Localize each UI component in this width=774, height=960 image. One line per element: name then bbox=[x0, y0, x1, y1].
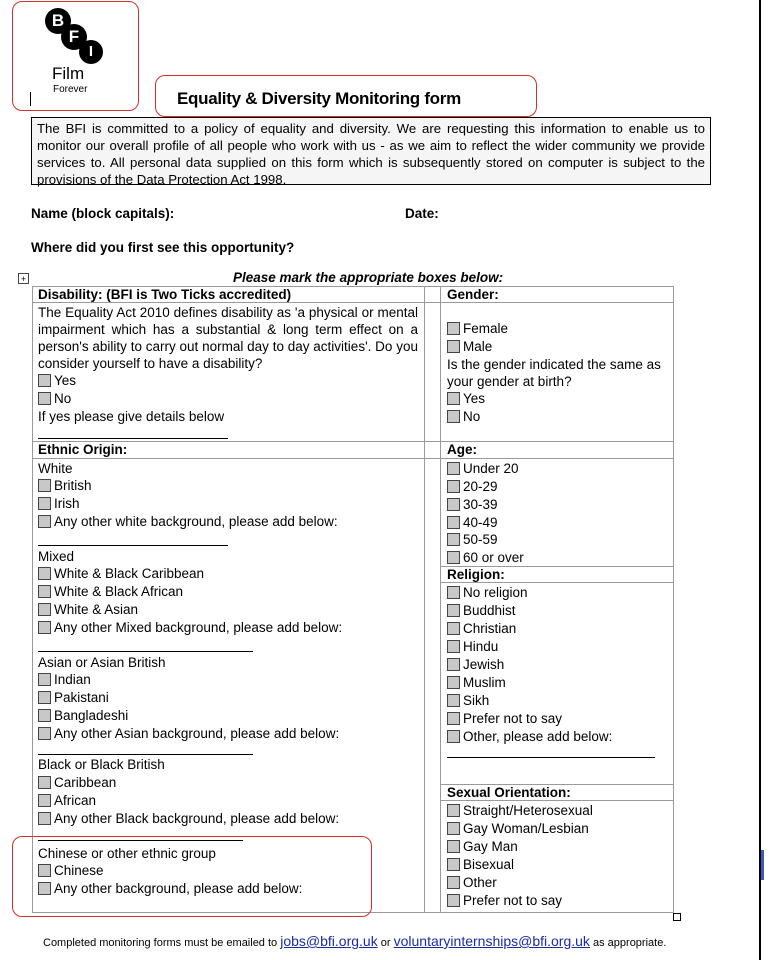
option-label: Sikh bbox=[463, 693, 490, 708]
logo-b: B bbox=[45, 8, 71, 34]
checkbox[interactable] bbox=[447, 730, 460, 743]
footer-or: or bbox=[380, 937, 391, 949]
ethnic-chinese[interactable] bbox=[38, 862, 104, 879]
option-label: Pakistani bbox=[54, 690, 109, 705]
gender-header: Gender: bbox=[447, 287, 499, 302]
ethnic-white-asian[interactable] bbox=[38, 601, 138, 618]
checkbox[interactable] bbox=[447, 712, 460, 725]
ethnic-asian-label: Asian or Asian British bbox=[38, 655, 166, 670]
opportunity-label: Where did you first see this opportunity? bbox=[31, 240, 295, 255]
checkbox[interactable] bbox=[447, 822, 460, 835]
checkbox[interactable] bbox=[447, 586, 460, 599]
option-label: No religion bbox=[463, 585, 528, 600]
ethnic-mixed-label: Mixed bbox=[38, 549, 75, 564]
checkbox[interactable] bbox=[38, 515, 51, 528]
other-asian-line[interactable] bbox=[38, 754, 253, 755]
orientation-straight[interactable] bbox=[447, 802, 593, 819]
option-label: Prefer not to say bbox=[463, 893, 563, 908]
option-label: African bbox=[54, 793, 97, 808]
option-label: White & Black African bbox=[54, 584, 184, 599]
option-label: Yes bbox=[463, 391, 486, 406]
ethnic-irish[interactable] bbox=[38, 495, 80, 512]
checkbox[interactable] bbox=[38, 392, 51, 405]
checkbox[interactable] bbox=[447, 604, 460, 617]
checkbox[interactable] bbox=[447, 804, 460, 817]
ethnic-white-black-african[interactable] bbox=[38, 583, 183, 600]
option-label: Caribbean bbox=[54, 775, 117, 790]
checkbox[interactable] bbox=[447, 410, 460, 423]
table-resize-handle[interactable] bbox=[673, 913, 681, 921]
checkbox[interactable] bbox=[447, 516, 460, 529]
option-label: 20-29 bbox=[463, 479, 498, 494]
scroll-marker bbox=[761, 850, 764, 880]
logo-f: F bbox=[61, 24, 87, 50]
ethnic-caribbean[interactable] bbox=[38, 774, 116, 791]
checkbox[interactable] bbox=[38, 864, 51, 877]
checkbox[interactable] bbox=[38, 882, 51, 895]
disability-details-line[interactable] bbox=[38, 438, 228, 439]
checkbox[interactable] bbox=[38, 673, 51, 686]
religion-header: Religion: bbox=[447, 567, 505, 582]
ethnic-other-background[interactable] bbox=[38, 880, 302, 897]
intro-paragraph: The BFI is committed to a policy of equality and diversity. We are requesting this information to enable us to monitor our overall profile of all people who work with us - as we aim to reflect the wider community we provide services to. All personal data supplied on this form which is subsequently stored on computer is subject to the provisions of the Data Protection Act 1998. bbox=[31, 117, 711, 185]
orientation-header: Sexual Orientation: bbox=[447, 785, 571, 800]
checkbox[interactable] bbox=[447, 392, 460, 405]
age-under-20[interactable] bbox=[447, 460, 519, 477]
checkbox[interactable] bbox=[38, 585, 51, 598]
option-label: No bbox=[463, 409, 481, 424]
option-label: Any other Black background, please add below: bbox=[54, 811, 340, 826]
option-label: Bangladeshi bbox=[54, 708, 129, 723]
option-label: Other bbox=[463, 875, 497, 890]
option-label: Any other white background, please add below: bbox=[54, 514, 338, 529]
checkbox[interactable] bbox=[447, 894, 460, 907]
option-label: Straight/Heterosexual bbox=[463, 803, 593, 818]
orientation-bisexual[interactable] bbox=[447, 856, 514, 873]
option-label: Gay Woman/Lesbian bbox=[463, 821, 589, 836]
ethnic-indian[interactable] bbox=[38, 671, 91, 688]
checkbox[interactable] bbox=[38, 727, 51, 740]
option-label: Chinese bbox=[54, 863, 104, 878]
religion-other[interactable] bbox=[447, 728, 612, 745]
checkbox[interactable] bbox=[38, 497, 51, 510]
option-label: No bbox=[54, 391, 72, 406]
option-label: Christian bbox=[463, 621, 517, 636]
text-cursor bbox=[30, 92, 31, 106]
checkbox[interactable] bbox=[447, 462, 460, 475]
option-label: Muslim bbox=[463, 675, 506, 690]
checkbox[interactable] bbox=[38, 776, 51, 789]
gender-birth-yes[interactable] bbox=[447, 390, 485, 407]
footer-suffix: as appropriate. bbox=[593, 937, 667, 949]
ethnic-african[interactable] bbox=[38, 792, 96, 809]
ethnic-chinese-label: Chinese or other ethnic group bbox=[38, 846, 216, 861]
option-label: Other, please add below: bbox=[463, 729, 613, 744]
option-label: 50-59 bbox=[463, 532, 498, 547]
religion-christian[interactable] bbox=[447, 620, 516, 637]
ethnic-other-white[interactable] bbox=[38, 513, 338, 530]
email-internships-link[interactable]: voluntaryinternships@bfi.org.uk bbox=[393, 933, 590, 949]
age-header: Age: bbox=[447, 442, 477, 457]
age-50-59[interactable] bbox=[447, 531, 498, 548]
age-60-over[interactable] bbox=[447, 549, 524, 566]
other-mixed-line[interactable] bbox=[38, 651, 253, 652]
religion-jewish[interactable] bbox=[447, 656, 504, 673]
orientation-other[interactable] bbox=[447, 874, 497, 891]
disability-no[interactable] bbox=[38, 390, 71, 407]
checkbox[interactable] bbox=[38, 603, 51, 616]
checkbox[interactable] bbox=[447, 658, 460, 671]
option-label: 60 or over bbox=[463, 550, 524, 565]
ethnic-other-asian[interactable] bbox=[38, 725, 339, 742]
checkbox[interactable] bbox=[38, 479, 51, 492]
checkbox[interactable] bbox=[447, 498, 460, 511]
ethnic-other-mixed[interactable] bbox=[38, 619, 342, 636]
option-label: British bbox=[54, 478, 92, 493]
checkbox[interactable] bbox=[447, 858, 460, 871]
checkbox[interactable] bbox=[447, 676, 460, 689]
age-20-29[interactable] bbox=[447, 478, 498, 495]
gender-female[interactable] bbox=[447, 320, 508, 337]
age-30-39[interactable] bbox=[447, 496, 498, 513]
ethnic-other-black[interactable] bbox=[38, 810, 339, 827]
option-label: Irish bbox=[54, 496, 80, 511]
checkbox[interactable] bbox=[38, 374, 51, 387]
checkbox[interactable] bbox=[38, 812, 51, 825]
ethnic-bangladeshi[interactable] bbox=[38, 707, 128, 724]
checkbox[interactable] bbox=[447, 622, 460, 635]
option-label: 30-39 bbox=[463, 497, 498, 512]
orientation-gay-man[interactable] bbox=[447, 838, 518, 855]
checkbox[interactable] bbox=[447, 876, 460, 889]
option-label: Jewish bbox=[463, 657, 505, 672]
other-white-line[interactable] bbox=[38, 545, 228, 546]
checkbox[interactable] bbox=[447, 640, 460, 653]
option-label: Gay Man bbox=[463, 839, 518, 854]
disability-details-label: If yes please give details below bbox=[38, 409, 225, 424]
logo-i: I bbox=[79, 40, 103, 64]
option-label: Prefer not to say bbox=[463, 711, 563, 726]
option-label: Bisexual bbox=[463, 857, 515, 872]
email-jobs-link[interactable]: jobs@bfi.org.uk bbox=[280, 933, 378, 949]
page-title: Equality & Diversity Monitoring form bbox=[177, 89, 461, 108]
age-40-49[interactable] bbox=[447, 514, 498, 531]
option-label: Under 20 bbox=[463, 461, 519, 476]
religion-prefer-not[interactable] bbox=[447, 710, 562, 727]
checkbox[interactable] bbox=[38, 794, 51, 807]
footer-prefix: Completed monitoring forms must be emailed to bbox=[43, 937, 278, 949]
checkbox[interactable] bbox=[38, 691, 51, 704]
checkbox[interactable] bbox=[38, 567, 51, 580]
ethnic-british[interactable] bbox=[38, 477, 92, 494]
logo-film: Film bbox=[52, 64, 85, 83]
ethnic-white-black-caribbean[interactable] bbox=[38, 565, 204, 582]
option-label: Female bbox=[463, 321, 509, 336]
logo-forever: Forever bbox=[53, 84, 88, 95]
ethnic-header: Ethnic Origin: bbox=[38, 442, 128, 457]
ethnic-white-label: White bbox=[38, 461, 73, 476]
disability-header: Disability: (BFI is Two Ticks accredited) bbox=[38, 287, 292, 302]
religion-none[interactable] bbox=[447, 584, 528, 601]
option-label: Any other background, please add below: bbox=[54, 881, 303, 896]
option-label: Male bbox=[463, 339, 493, 354]
religion-buddhist[interactable] bbox=[447, 602, 516, 619]
table-move-handle[interactable]: + bbox=[18, 273, 29, 284]
checkbox[interactable] bbox=[447, 340, 460, 353]
checkbox[interactable] bbox=[447, 840, 460, 853]
name-label: Name (block capitals): bbox=[31, 206, 175, 221]
disability-yes[interactable] bbox=[38, 372, 76, 389]
orientation-prefer-not[interactable] bbox=[447, 892, 562, 909]
religion-muslim[interactable] bbox=[447, 674, 506, 691]
option-label: 40-49 bbox=[463, 515, 498, 530]
option-label: Any other Mixed background, please add below: bbox=[54, 620, 343, 635]
option-label: Buddhist bbox=[463, 603, 516, 618]
instructions: Please mark the appropriate boxes below: bbox=[233, 270, 504, 285]
gender-birth-question: Is the gender indicated the same as your gender at birth? bbox=[447, 357, 661, 389]
checkbox[interactable] bbox=[447, 480, 460, 493]
orientation-gay-woman[interactable] bbox=[447, 820, 589, 837]
disability-description: The Equality Act 2010 defines disability as 'a physical or mental impairment which has a substantial & long term effect on a person's ability to carry out normal day to day activities'. Do you consider yourself to have a disability? bbox=[38, 305, 418, 371]
option-label: White & Black Caribbean bbox=[54, 566, 205, 581]
gender-birth-no[interactable] bbox=[447, 408, 480, 425]
ethnic-pakistani[interactable] bbox=[38, 689, 109, 706]
option-label: Hindu bbox=[463, 639, 499, 654]
checkbox[interactable] bbox=[447, 533, 460, 546]
religion-hindu[interactable] bbox=[447, 638, 498, 655]
checkbox[interactable] bbox=[38, 709, 51, 722]
option-label: Indian bbox=[54, 672, 91, 687]
ethnic-black-label: Black or Black British bbox=[38, 757, 165, 772]
checkbox[interactable] bbox=[447, 694, 460, 707]
footer bbox=[43, 933, 666, 949]
option-label: Yes bbox=[54, 373, 77, 388]
date-label: Date: bbox=[405, 206, 439, 221]
page-edge bbox=[759, 0, 761, 960]
checkbox[interactable] bbox=[38, 621, 51, 634]
religion-other-line[interactable] bbox=[447, 757, 655, 758]
religion-sikh[interactable] bbox=[447, 692, 489, 709]
option-label: White & Asian bbox=[54, 602, 139, 617]
checkbox[interactable] bbox=[447, 322, 460, 335]
gender-male[interactable] bbox=[447, 338, 492, 355]
option-label: Any other Asian background, please add below: bbox=[54, 726, 340, 741]
checkbox[interactable] bbox=[447, 551, 460, 564]
